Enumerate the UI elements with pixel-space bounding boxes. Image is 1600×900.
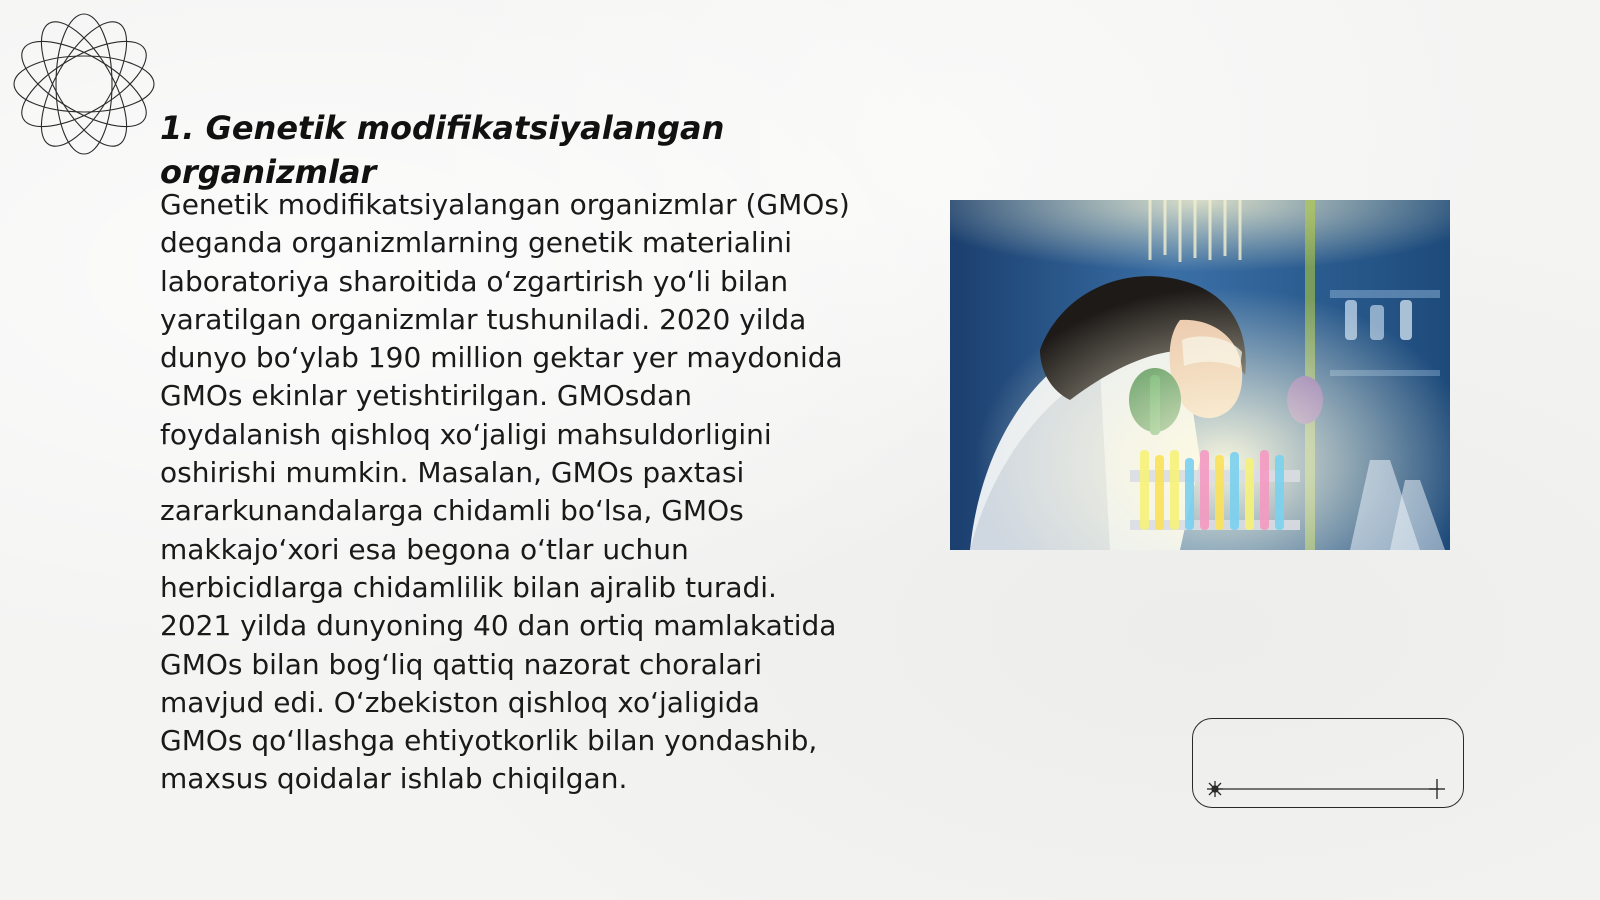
decorative-line-frame <box>1192 718 1464 808</box>
sparkle-star-icon <box>1207 781 1223 797</box>
slide-title: 1. Genetik modifikatsiyalangan organizmlar <box>160 109 725 191</box>
orbit-rings-icon <box>10 10 158 158</box>
scientist-lab-photo <box>950 200 1450 550</box>
plus-star-icon <box>1429 779 1445 799</box>
slide-body-text: Genetik modifikatsiyalangan organizmlar (GMOs) deganda organizmlarning genetik materialini laboratoriya sharoitida o‘zgartirish yo‘li bilan yaratilgan organizmlar tushuniladi. 2020 yilda dunyo bo‘ylab 190 million gektar yer maydonida GMOs ekinlar yetishtirilgan. GMOsdan foydalanish qishloq xo‘jaligi mahsuldorligini oshirishi mumkin. Masalan, GMOs paxtasi zararkunandalarga chidamli bo‘lsa, GMOs makkajo‘xori esa begona o‘tlar uchun herbicidlarga chidamlilik bilan ajralib turadi. 2021 yilda dunyoning 40 dan ortiq mamlakatida GMOs bilan bog‘liq qattiq nazorat choralari mavjud edi. O‘zbekiston qishloq xo‘jaligida GMOs qo‘llashga ehtiyotkorlik bilan yondashib, maxsus qoidalar ishlab chiqilgan. <box>160 188 850 796</box>
